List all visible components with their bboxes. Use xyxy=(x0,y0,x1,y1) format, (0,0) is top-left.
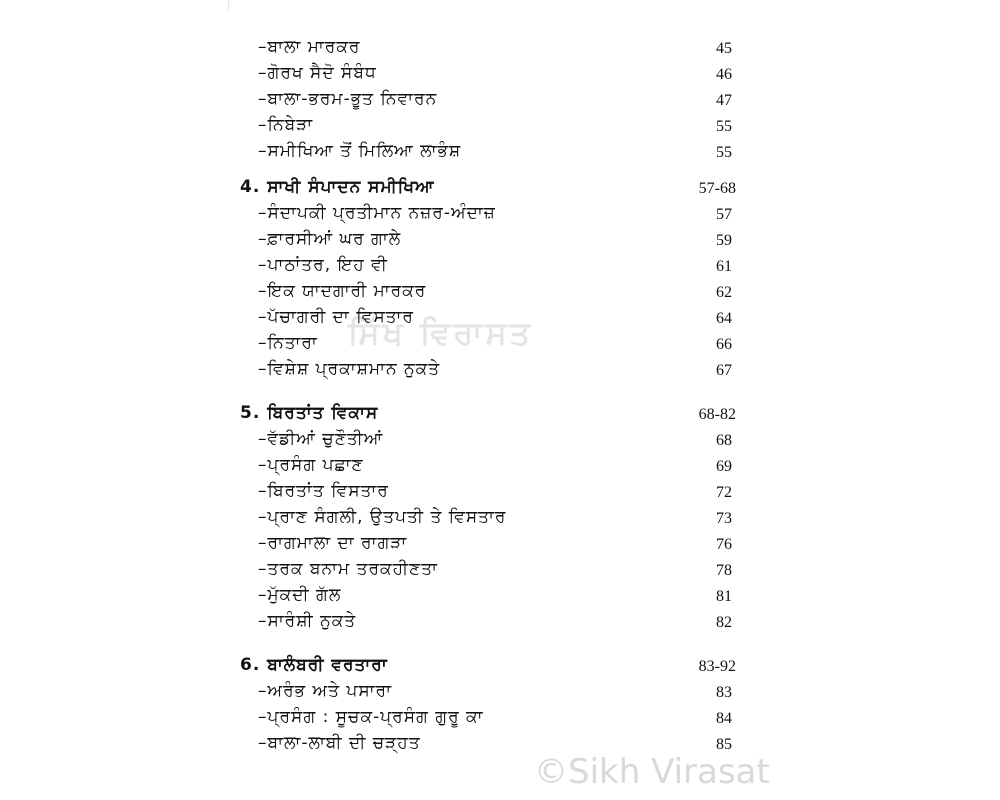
toc-chapter-title: 5. ਬਿਰਤਾਂਤ ਵਿਕਾਸ xyxy=(240,403,379,423)
toc-entry-page: 81 xyxy=(716,588,732,605)
toc-entry-page: 82 xyxy=(716,614,732,631)
toc-entry xyxy=(0,608,1000,634)
toc-entry-page: 61 xyxy=(716,258,732,275)
toc-chapter-title: 6. ਬਾਲੰਬਰੀ ਵਰਤਾਰਾ xyxy=(240,655,388,675)
toc-entry-title: –ਰਾਗਮਾਲਾ ਦਾ ਰਾਗੜਾ xyxy=(258,533,408,553)
toc-entry xyxy=(0,200,1000,226)
toc-entry-page: 78 xyxy=(716,562,732,579)
toc-entry-page: 64 xyxy=(716,310,732,327)
toc-entry-page: 57 xyxy=(716,206,732,223)
toc-entry xyxy=(0,704,1000,730)
toc-entry-page: 66 xyxy=(716,336,732,353)
toc-entry-page: 55 xyxy=(716,118,732,135)
toc-entry xyxy=(0,582,1000,608)
toc-entry xyxy=(0,278,1000,304)
toc-chapter-title: 4. ਸਾਖੀ ਸੰਪਾਦਨ ਸਮੀਖਿਆ xyxy=(240,177,435,197)
toc-entry-title: –ਵੱਡੀਆਂ ਚੁਣੌਤੀਆਂ xyxy=(258,429,384,449)
toc-entry-title: –ਗੋਰਖ ਸੈਦੋ ਸੰਬੰਧ xyxy=(258,63,377,83)
toc-entry xyxy=(0,86,1000,112)
toc-entry xyxy=(0,138,1000,164)
toc-entry-title: –ਅਰੰਭ ਅਤੇ ਪਸਾਰਾ xyxy=(258,681,392,701)
toc-entry-page: 62 xyxy=(716,284,732,301)
watermark-text: ਸਿੱਖ ਵਿਰਾਸਤ xyxy=(348,314,534,352)
toc-chapter-pages: 57-68 xyxy=(698,180,736,197)
toc-chapter-pages: 68-82 xyxy=(698,406,736,423)
toc-chapter-heading xyxy=(0,174,1000,200)
toc-entry xyxy=(0,252,1000,278)
toc-entry xyxy=(0,556,1000,582)
toc-entry-title: –ਪੱਚਾਗਰੀ ਦਾ ਵਿਸਤਾਰ xyxy=(258,307,414,327)
toc-entry-title: –ਪਾਠਾਂਤਰ, ਇਹ ਵੀ xyxy=(258,255,388,275)
toc-entry xyxy=(0,34,1000,60)
toc-entry-title: –ਸਾਰੰਸ਼ੀ ਨੁਕਤੇ xyxy=(258,611,357,631)
toc-entry xyxy=(0,226,1000,252)
toc-entry-page: 59 xyxy=(716,232,732,249)
toc-chapter-heading xyxy=(0,652,1000,678)
copyright-watermark: ©Sikh Virasat xyxy=(534,752,770,792)
toc-entry-title: –ਫ਼ਾਰਸੀਆਂ ਘਰ ਗਾਲੇ xyxy=(258,229,402,249)
toc-entry-title: –ਬਿਰਤਾਂਤ ਵਿਸਤਾਰ xyxy=(258,481,389,501)
toc-entry-title: –ਵਿਸ਼ੇਸ਼ ਪ੍ਰਕਾਸ਼ਮਾਨ ਨੁਕਤੇ xyxy=(258,359,441,379)
toc-entry xyxy=(0,60,1000,86)
toc-entry xyxy=(0,730,1000,756)
toc-entry-title: –ਮੁੱਕਦੀ ਗੱਲ xyxy=(258,585,342,605)
toc-entry xyxy=(0,530,1000,556)
toc-entry-page: 67 xyxy=(716,362,732,379)
toc-entry-page: 73 xyxy=(716,510,732,527)
toc-entry xyxy=(0,426,1000,452)
toc-entry-page: 83 xyxy=(716,684,732,701)
toc-entry-title: –ਨਿਬੇੜਾ xyxy=(258,115,314,135)
toc-entry-page: 84 xyxy=(716,710,732,727)
toc-entry-page: 69 xyxy=(716,458,732,475)
toc-entry-page: 76 xyxy=(716,536,732,553)
toc-entry xyxy=(0,678,1000,704)
toc-chapter-pages: 83-92 xyxy=(698,658,736,675)
toc-entry-page: 46 xyxy=(716,66,732,83)
toc-entry-title: –ਪ੍ਰਸੰਗ : ਸੂਚਕ-ਪ੍ਰਸੰਗ ਗੁਰੂ ਕਾ xyxy=(258,707,484,727)
toc-chapter-heading xyxy=(0,400,1000,426)
toc-entry-page: 68 xyxy=(716,432,732,449)
toc-entry-title: –ਬਾਲਾ-ਭਰਮ-ਭੂਤ ਨਿਵਾਰਨ xyxy=(258,89,438,109)
toc-entry xyxy=(0,356,1000,382)
toc-entry-page: 47 xyxy=(716,92,732,109)
toc-entry xyxy=(0,504,1000,530)
toc-entry-title: –ਸਮੀਖਿਆ ਤੋਂ ਮਿਲਿਆ ਲਾਭੰਸ਼ xyxy=(258,141,462,161)
toc-entry-title: –ਬਾਲਾ ਮਾਰਕਰ xyxy=(258,37,361,57)
toc-entry-page: 45 xyxy=(716,40,732,57)
toc-entry xyxy=(0,478,1000,504)
toc-entry xyxy=(0,452,1000,478)
toc-entry-title: –ਪ੍ਰਾਣ ਸੰਗਲੀ, ਉਤਪਤੀ ਤੇ ਵਿਸਤਾਰ xyxy=(258,507,507,527)
toc-entry xyxy=(0,112,1000,138)
toc-entry-title: –ਇਕ ਯਾਦਗਾਰੀ ਮਾਰਕਰ xyxy=(258,281,427,301)
toc-entry-page: 72 xyxy=(716,484,732,501)
toc-entry-page: 55 xyxy=(716,144,732,161)
toc-entry-title: –ਨਿਤਾਰਾ xyxy=(258,333,318,353)
toc-entry-title: –ਪ੍ਰਸੰਗ ਪਛਾਣ xyxy=(258,455,364,475)
toc-entry-title: –ਬਾਲਾ-ਲਾਬੀ ਦੀ ਚੜ੍ਹਤ xyxy=(258,733,421,753)
toc-entry-title: –ਸੰਦਾਪਕੀ ਪ੍ਰਤੀਮਾਨ ਨਜ਼ਰ-ਅੰਦਾਜ਼ xyxy=(258,203,496,223)
toc-entry-page: 85 xyxy=(716,736,732,753)
toc-entry-title: –ਤਰਕ ਬਨਾਮ ਤਰਕਹੀਣਤਾ xyxy=(258,559,438,579)
